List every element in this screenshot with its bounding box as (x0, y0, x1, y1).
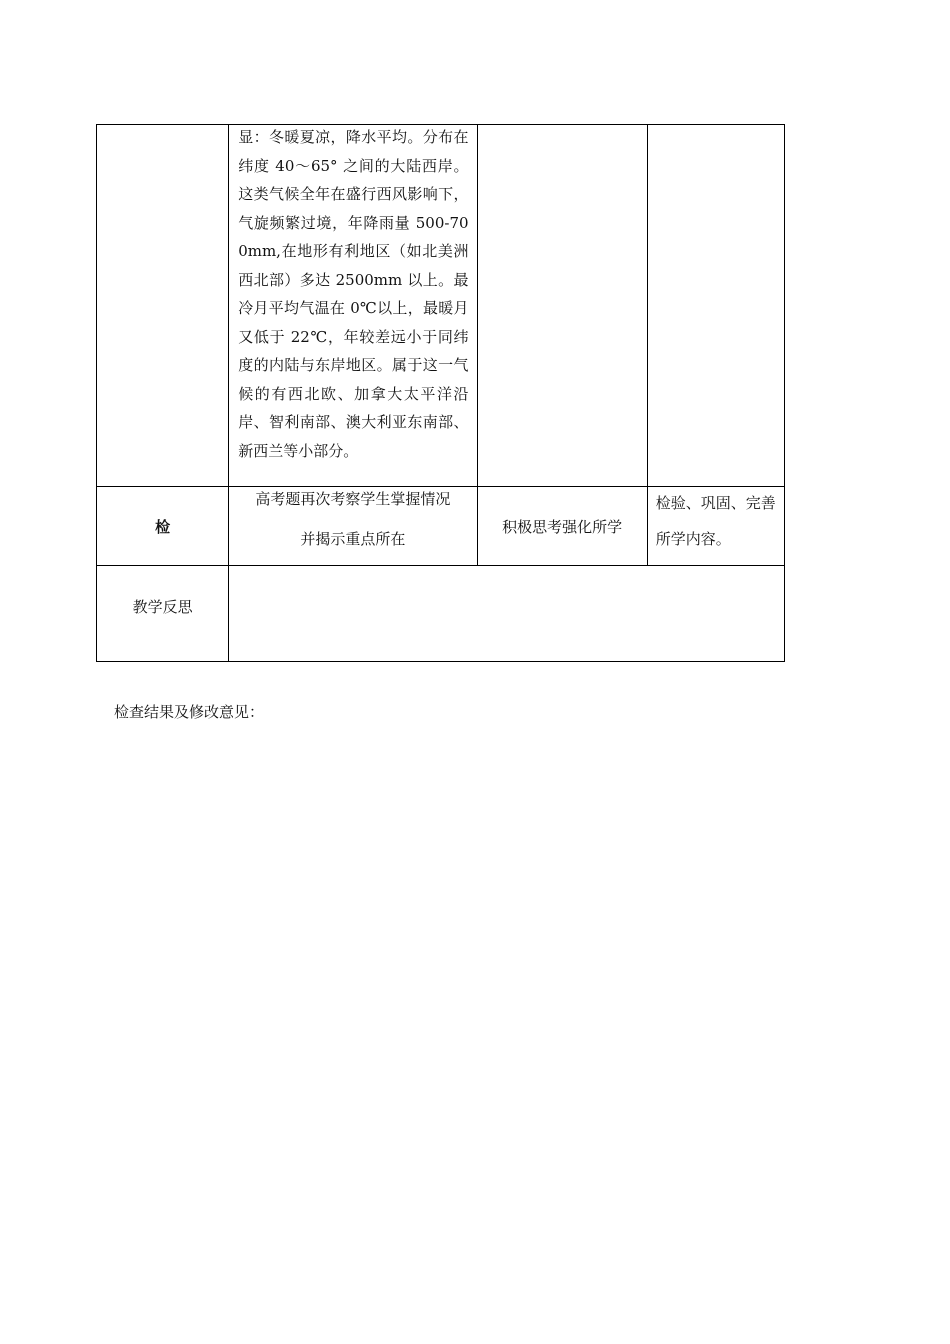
check-purpose-cell (647, 487, 784, 566)
check-stage-label: 检 (97, 487, 229, 566)
climate-description: 显：冬暖夏凉，降水平均。分布在纬度 40～65° 之间的大陆西岸。这类气候全年在盛行西风影响下，气旋频繁过境，年降雨量 500-700mm,在地形有利地区（如北美洲西北部）多达 2500mm 以上。最冷月平均气温在 0℃以上，最暖月又低于 22℃，年较差远小于同纬度的内陆与东岸地区。属于这一气候的有西北欧、加拿大太平洋沿岸、智利南部、澳大利亚东南部、新西兰等小部分。 (238, 128, 469, 460)
content-student-cell (477, 125, 647, 487)
check-teacher-cell (229, 487, 477, 566)
reflection-content[interactable] (229, 566, 785, 662)
lesson-plan-table (96, 124, 785, 662)
check-teacher-line-1: 高考题再次考察学生掌握情况 (255, 490, 451, 508)
content-stage-cell (97, 125, 229, 487)
content-description-cell (229, 125, 477, 487)
content-row (97, 125, 785, 487)
content-purpose-cell (647, 125, 784, 487)
reflection-label-cell (97, 566, 229, 662)
check-teacher-line-2: 并揭示重点所在 (300, 530, 406, 548)
reflection-label: 教学反思 (132, 598, 193, 616)
reflection-row (97, 566, 785, 662)
check-student-activity: 积极思考强化所学 (477, 487, 647, 566)
check-row (97, 487, 785, 566)
review-comments-label: 检查结果及修改意见： (114, 703, 265, 721)
check-purpose-text: 检验、巩固、完善所学内容。 (655, 494, 776, 548)
